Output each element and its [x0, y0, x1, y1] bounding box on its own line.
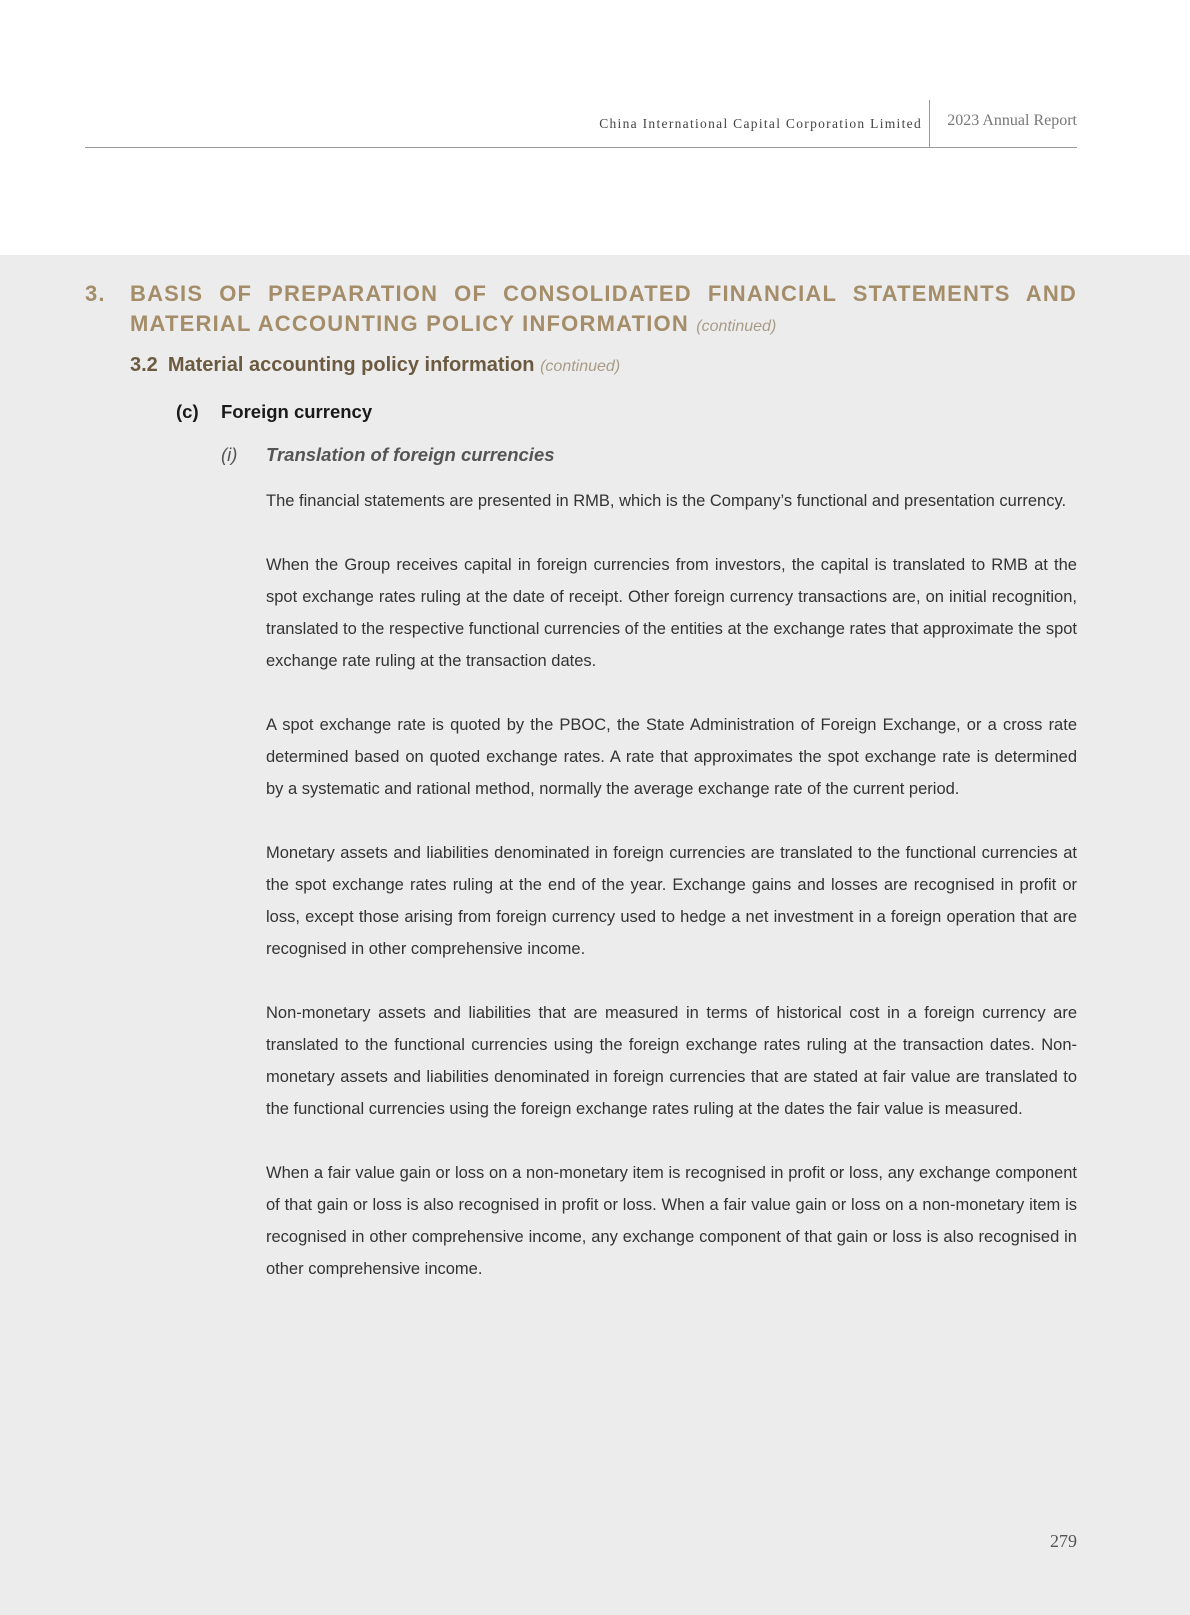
body-text [266, 485, 1077, 1317]
section-heading [85, 279, 1077, 342]
paragraph: Non-monetary assets and liabilities that are measured in terms of historical cost in a foreign currency are translated to the functional currencies using the foreign exchange rates ruling at the transaction dates. Non-monetary assets and liabilities denominated in foreign currencies that are stated at fair value are translated to the functional currencies using the foreign exchange rates ruling at the dates the fair value is measured. [266, 1004, 1077, 1118]
paragraph: The financial statements are presented in RMB, which is the Company’s functional and presentation currency. [266, 492, 1067, 510]
item-heading [176, 401, 373, 423]
paragraph: When the Group receives capital in foreign currencies from investors, the capital is translated to RMB at the spot exchange rates ruling at the date of receipt. Other foreign currency transactions are, on initial recognition, translated to the respective functional currencies of the entities at the exchange rates that approximate the spot exchange rate ruling at the transaction dates. [266, 556, 1077, 670]
page-number: 279 [1050, 1531, 1077, 1551]
subsection-heading [130, 354, 620, 377]
subitem-title: Translation of foreign currencies [266, 444, 555, 465]
continued-label: (continued) [540, 358, 621, 375]
item-title: Foreign currency [221, 401, 373, 422]
subsection-title: Material accounting policy information [167, 354, 535, 376]
paragraph: When a fair value gain or loss on a non-monetary item is recognised in profit or loss, any exchange component of that gain or loss is also recognised in profit or loss. When a fair value gain or loss on a non-monetary item is recognised in other comprehensive income, any exchange component of that gain or loss is also recognised in other comprehensive income. [266, 1164, 1077, 1278]
section-title: BASIS OF PREPARATION OF CONSOLIDATED FINANCIAL STATEMENTS AND MATERIAL ACCOUNTING POLICY INFORMATION [130, 281, 1077, 336]
subsection-number: 3.2 [130, 354, 158, 376]
content-area [0, 255, 1190, 1615]
paragraph: Monetary assets and liabilities denominated in foreign currencies are translated to the functional currencies at the spot exchange rates ruling at the end of the year. Exchange gains and losses are recognised in profit or loss, except those arising from foreign currency used to hedge a net investment in a foreign operation that are recognised in other comprehensive income. [266, 844, 1077, 958]
section-number: 3. [85, 281, 106, 306]
paragraph: A spot exchange rate is quoted by the PBOC, the State Administration of Foreign Exchange, or a cross rate determined based on quoted exchange rates. A rate that approximates the spot exchange rate is determined by a systematic and rational method, normally the average exchange rate of the current period. [266, 716, 1077, 798]
subitem-heading [221, 444, 555, 466]
item-number: (c) [176, 401, 199, 422]
header-divider [929, 100, 930, 147]
page-header [85, 100, 1077, 148]
report-title: 2023 Annual Report [947, 112, 1077, 129]
continued-label: (continued) [696, 318, 777, 335]
company-name: China International Capital Corporation Limited [599, 116, 922, 131]
subitem-number: (i) [221, 444, 238, 465]
